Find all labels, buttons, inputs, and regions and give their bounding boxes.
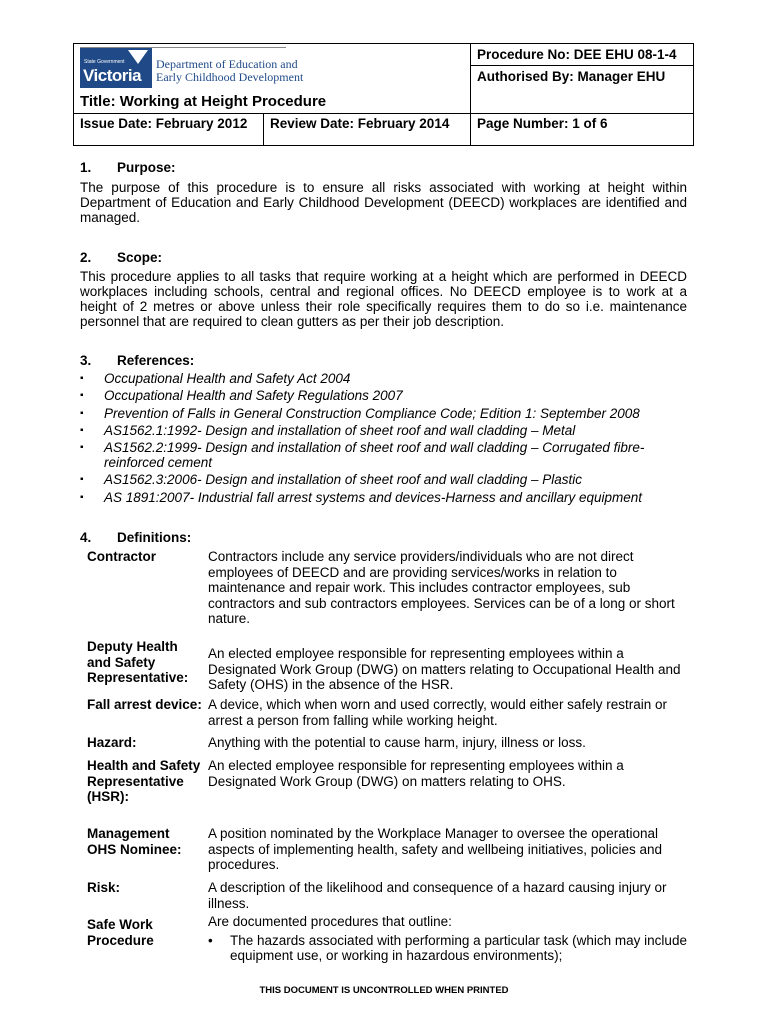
section-number: 1. — [80, 160, 92, 175]
definition-bullet: • The hazards associated with performing a particular task (which may include equipment use, or working in hazardous environments); — [208, 933, 688, 964]
document-title: Title: Working at Height Procedure — [74, 92, 470, 114]
procedure-number: Procedure No: DEE EHU 08-1-4 — [470, 44, 693, 66]
reference-item: ▪ AS1562.3:2006- Design and installation of sheet roof and wall cladding – Plastic — [80, 472, 690, 487]
definition-term: Hazard: — [87, 735, 137, 750]
department-line-1: Department of Education and — [156, 57, 298, 71]
reference-item: ▪ AS1562.1:1992- Design and installation of sheet roof and wall cladding – Metal — [80, 423, 690, 438]
scope-heading — [80, 250, 162, 265]
definition-term: Deputy Health and Safety Representative: — [87, 639, 189, 685]
section-number: 2. — [80, 250, 92, 265]
purpose-heading — [80, 160, 176, 175]
reference-item: ▪ Occupational Health and Safety Regulations 2007 — [80, 388, 690, 403]
definition-term: Fall arrest device: — [87, 697, 202, 712]
section-number: 4. — [80, 530, 92, 545]
definition-description: An elected employee responsible for representing employees within a Designated Work Group (DWG) on matters relating to OHS. — [208, 758, 624, 789]
definition-description: A device, which when worn and used correctly, would either safely restrain or arrest a person from falling while working height. — [208, 697, 667, 728]
definition-description-text: Are documented procedures that outline: — [208, 914, 452, 929]
scope-text: This procedure applies to all tasks that require working at a height which are performed in DEECD workplaces including schools, central and regional offices. No DEECD employee is to work at a height of 2 metres or above unless their role specifically requires them to do so i.e. maintenance personnel that are required to clean gutters as per their job description. — [80, 269, 687, 329]
authorised-by: Authorised By: Manager EHU — [470, 66, 693, 114]
reference-item: ▪ Prevention of Falls in General Construction Compliance Code; Edition 1: September 2008 — [80, 406, 690, 421]
reference-item: ▪ Occupational Health and Safety Act 2004 — [80, 371, 690, 386]
definition-term: Management OHS Nominee: — [87, 826, 182, 857]
definition-description: A position nominated by the Workplace Manager to oversee the operational aspects of implementing health, safety and wellbeing initiatives, policies and procedures. — [208, 826, 663, 872]
definition-description: An elected employee responsible for representing employees within a Designated Work Group (DWG) on matters relating to Occupational Health and Safety (OHS) in the absence of the HSR. — [208, 646, 681, 692]
definition-description: Contractors include any service providers/individuals who are not direct employees of DEECD and are providing services/works in relation to maintenance and repair work. This includes contractor employees, sub contractors and sub contractors employees. Services can be of a long or short nature. — [208, 549, 675, 626]
logo-victoria: Victoria — [83, 66, 142, 85]
section-title: Scope: — [117, 250, 163, 265]
section-number: 3. — [80, 353, 92, 368]
document-header-table — [73, 43, 694, 146]
definition-description: A description of the likelihood and consequence of a hazard causing injury or illness. — [208, 880, 667, 911]
reference-item: ▪ AS 1891:2007- Industrial fall arrest systems and devices-Harness and ancillary equipment — [80, 490, 690, 505]
uncontrolled-footer: THIS DOCUMENT IS UNCONTROLLED WHEN PRINTED — [259, 985, 509, 996]
logo-state-government: State Government — [84, 59, 125, 65]
logo-triangle-icon — [128, 50, 148, 64]
section-title: References: — [117, 353, 195, 368]
definition-term: Risk: — [87, 880, 121, 895]
definition-term: Contractor — [87, 549, 157, 564]
definition-term: Safe Work Procedure — [87, 917, 154, 948]
references-list — [80, 371, 690, 507]
department-line-2: Early Childhood Development — [156, 70, 304, 84]
definition-description — [208, 914, 688, 964]
section-title: Definitions: — [117, 530, 192, 545]
review-date: Review Date: February 2014 — [263, 114, 470, 145]
victoria-logo — [80, 48, 152, 88]
definition-description: Anything with the potential to cause harm, injury, illness or loss. — [208, 735, 586, 750]
reference-item: ▪ AS1562.2:1999- Design and installation of sheet roof and wall cladding – Corrugated fibre-reinforced cement — [80, 440, 690, 470]
logo-cell — [74, 44, 470, 92]
purpose-text: The purpose of this procedure is to ensure all risks associated with working at height within Department of Education and Early Childhood Development (DEECD) workplaces are identified and managed. — [80, 180, 687, 225]
section-title: Purpose: — [117, 160, 176, 175]
page-number: Page Number: 1 of 6 — [470, 114, 693, 145]
definition-term: Health and Safety Representative (HSR): — [87, 758, 201, 804]
definitions-heading — [80, 530, 191, 545]
issue-date: Issue Date: February 2012 — [80, 116, 248, 131]
department-name — [156, 58, 303, 84]
references-heading — [80, 353, 194, 368]
